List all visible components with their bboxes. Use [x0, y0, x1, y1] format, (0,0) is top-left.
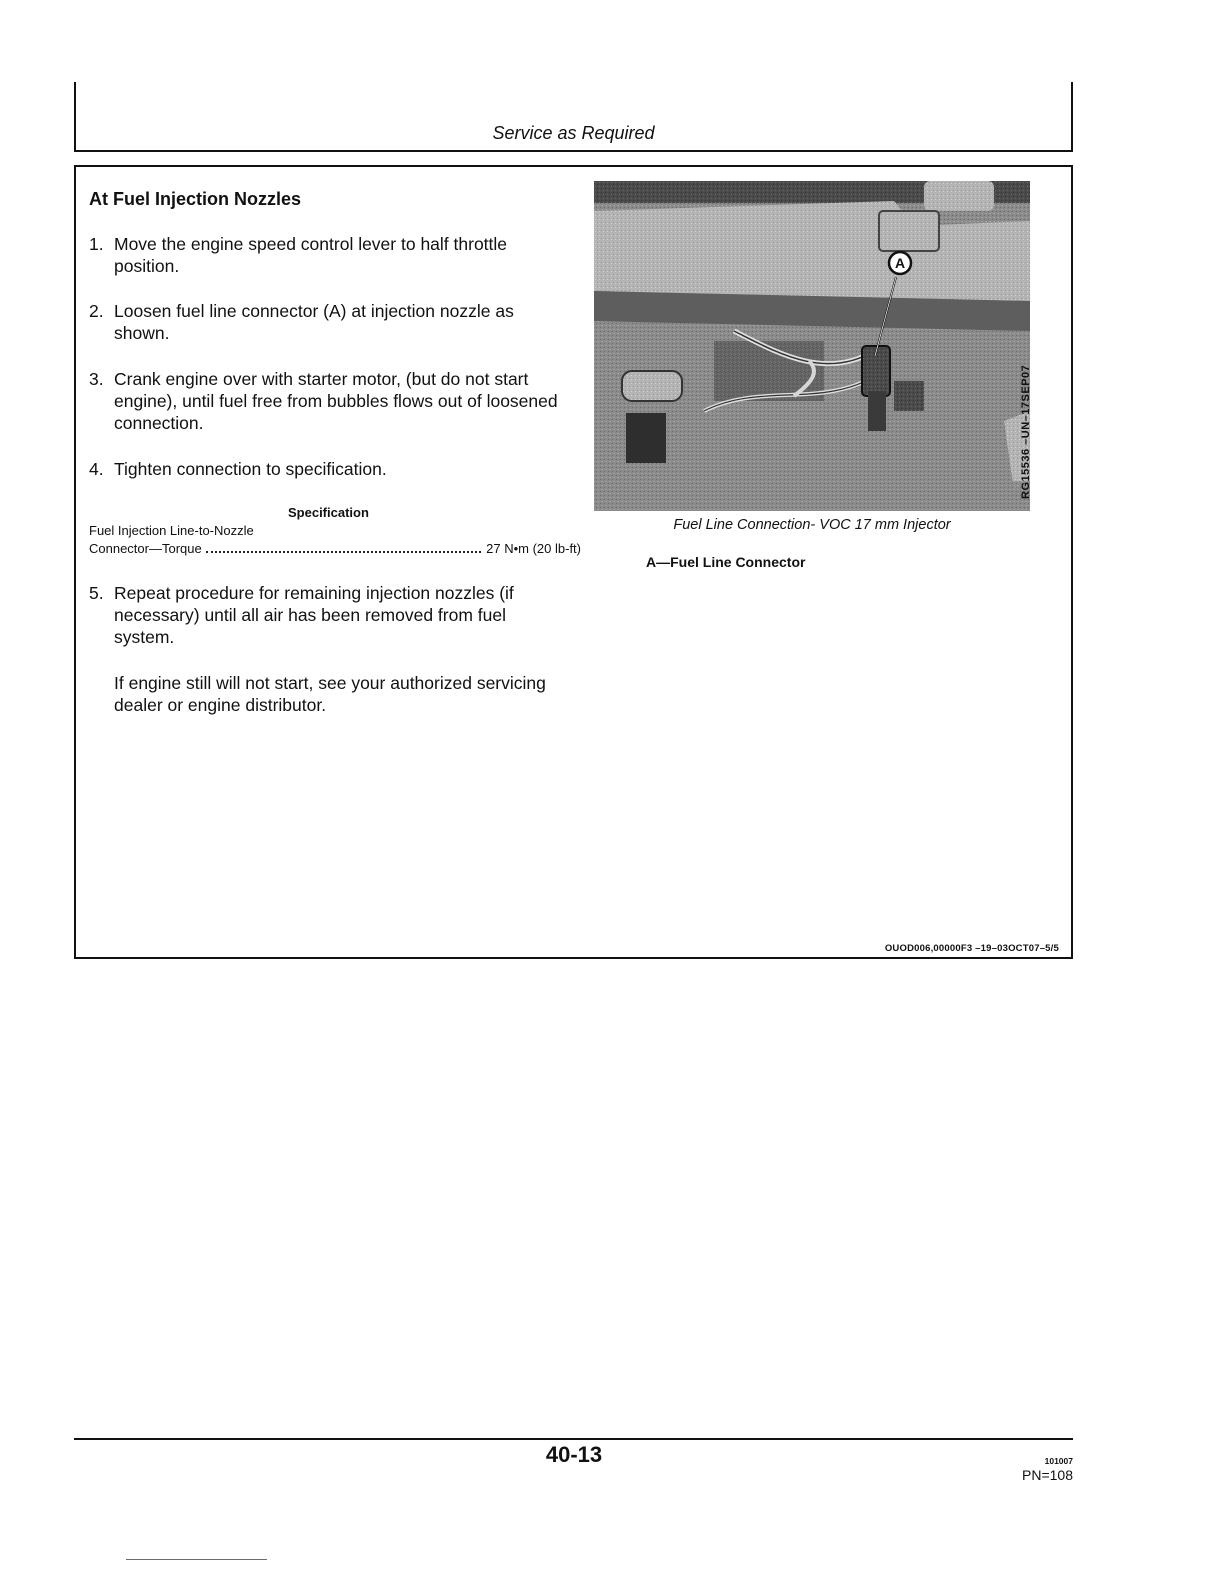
- content-frame: [74, 165, 1073, 959]
- legend-label: A—Fuel Line Connector: [646, 554, 806, 570]
- footer-rule: [74, 1438, 1073, 1440]
- bottom-link-underline: [126, 1559, 267, 1560]
- spec-item-label: Connector—Torque: [89, 541, 202, 556]
- step-number: 4.: [89, 459, 104, 479]
- spec-value: 27 N•m (20 lb-ft): [486, 541, 581, 556]
- section-title: At Fuel Injection Nozzles: [89, 189, 302, 209]
- footer-pn: PN=108: [1022, 1467, 1073, 1483]
- page-number: 40-13: [545, 1442, 603, 1467]
- callout-a-letter: A: [894, 255, 906, 271]
- dot-leader: [206, 550, 481, 553]
- step-1: [89, 233, 569, 277]
- step-number: 5.: [89, 583, 104, 603]
- doc-code: OUOD006,00000F3 –19–03OCT07–5/5: [884, 943, 1059, 954]
- step-text: Crank engine over with starter motor, (but do not start engine), until fuel free from bubbles flows out of loosened connection.: [114, 369, 558, 433]
- spec-title: Specification: [288, 505, 369, 520]
- photo-caption: Fuel Line Connection- VOC 17 mm Injector: [673, 517, 951, 533]
- footer-date-code: 101007: [1044, 1456, 1073, 1466]
- photo-id: RG15536 –UN–17SEP07: [1020, 364, 1032, 499]
- step-3: [89, 368, 569, 434]
- dealer-note: If engine still will not start, see your authorized servicing dealer or engine distributor.: [114, 673, 546, 715]
- step-5: [89, 582, 569, 648]
- spec-item-line2: [89, 541, 581, 556]
- step-text: Tighten connection to specification.: [114, 459, 387, 479]
- step-2: [89, 300, 569, 344]
- step-number: 3.: [89, 369, 104, 389]
- header-title: Service as Required: [492, 123, 655, 143]
- step-number: 1.: [89, 234, 104, 254]
- step-number: 2.: [89, 301, 104, 321]
- spec-item-line1: Fuel Injection Line-to-Nozzle: [89, 523, 254, 538]
- step-text: Repeat procedure for remaining injection nozzles (if necessary) until all air has been removed from fuel system.: [114, 583, 514, 647]
- step-text: Move the engine speed control lever to half throttle position.: [114, 234, 508, 276]
- engine-photo: [594, 181, 1030, 511]
- step-text: Loosen fuel line connector (A) at injection nozzle as shown.: [114, 301, 514, 343]
- step-4: [89, 458, 569, 480]
- running-header: [74, 82, 1073, 152]
